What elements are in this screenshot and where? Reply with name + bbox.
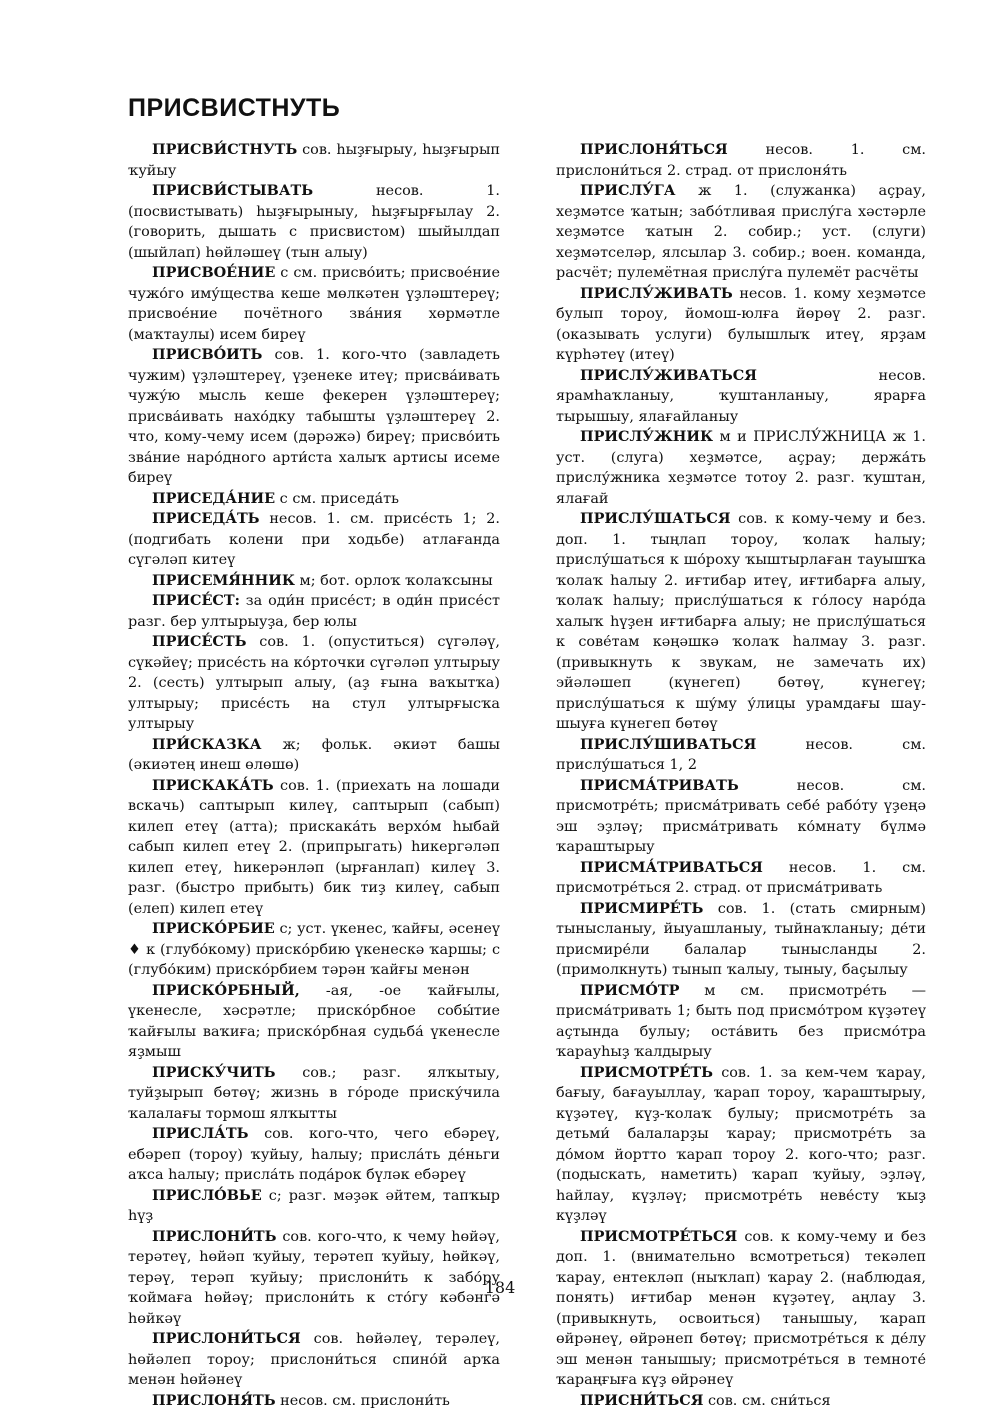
entry-definition: сов. һөйәлеү, терәлеү, һөйәлеп тороу; прислони́ться спино́й арҡа менән һөйәнеү <box>128 1331 500 1388</box>
dictionary-entry <box>128 1186 500 1227</box>
entry-definition: м см. присмотре́ть — присма́тривать 1; быть под присмо́тром күҙәтеү аҫтында булыу; оста́вить без присмо́тра ҡарауһыҙ ҡалдырыу <box>556 982 926 1060</box>
entry-headword: ПРИСЛОНИ́ТЬСЯ <box>152 1330 301 1347</box>
entry-definition: несов. ярамһаҡланыу, ҡуштанланыу, ярарға тырышыу, ялағайланыу <box>556 367 926 425</box>
entry-headword: ПРИСВИ́СТЫВАТЬ <box>152 182 314 199</box>
entry-headword: ПРИСЕ́СТ: <box>152 592 240 609</box>
dictionary-entry <box>556 181 926 284</box>
entry-definition: несов. см. прислони́ть <box>275 1392 450 1409</box>
dictionary-entry <box>128 571 500 592</box>
entry-definition: сов. к кому-чему и без доп. 1. (внимательно всмотреться) текәлеп ҡарау, ентекләп (ныҡлап) ҡарау 2. (наблюдая, понять) иғтибар менән күҙәтеү, аңлау 3. (привыкнуть, освоиться) танышыу, ҡарап өйрәнеү, өйрәнеп бөтөү; присмотре́ться к де́лу эш менән танышыу; присмотре́ться в темноте́ ҡараңғыға күҙ өйрәнеү <box>556 1228 926 1388</box>
entry-headword: ПРИСЛУ́ГА <box>580 182 676 199</box>
entry-headword: ПРИСКО́РБНЫЙ, <box>152 981 300 999</box>
dictionary-entry <box>128 1391 500 1412</box>
entry-headword: ПРИСМОТРЕ́ТЬСЯ <box>580 1227 738 1245</box>
dictionary-entry <box>128 981 500 1063</box>
entry-headword: ПРИСЛО́ВЬЕ <box>152 1186 262 1204</box>
entry-definition: несов. см. прислу́шаться 1, 2 <box>556 736 926 773</box>
dictionary-entry <box>556 858 926 899</box>
entry-definition: -ая, -ое ҡайғылы, үкенесле, хәсрәтле; приско́рбное собы́тие ҡайғылы ваҡиға; приско́рбная судьба́ үкенесле яҙмыш <box>128 982 500 1060</box>
entry-definition: сов. 1. (опуститься) сүгәләү, сүкәйеү; присе́сть на ко́рточки сүгәләп ултырыу 2. (сесть) ултырып алыу, (аҙ ғына ваҡытҡа) ултырыу; присе́сть на стул ултырғысҡа ултырыу <box>128 634 500 732</box>
entry-headword: ПРИСЛА́ТЬ <box>152 1125 249 1142</box>
entry-headword: ПРИСЛУ́ЖНИК <box>580 428 714 445</box>
entry-headword: ПРИСЛУ́ЖИВАТЬСЯ <box>580 366 757 384</box>
entry-headword: ПРИСЛОНИ́ТЬ <box>152 1227 277 1245</box>
entry-definition: сов. 1. кого-что (завладеть чужим) үҙләштереү, үҙенеке итеү; присва́ивать чужу́ю мысль кеше фекерен үҙләштереү; присва́ивать нахо́дку табышты үҙләштереү 2. что, кому-чему исем (дәрәжә) биреү; присво́ить зва́ние наро́дного арти́ста халыҡ артисы исеме биреү <box>128 347 500 486</box>
dictionary-entry <box>128 919 500 981</box>
entry-headword: ПРИСНИ́ТЬСЯ <box>580 1391 704 1409</box>
dictionary-entry <box>556 735 926 776</box>
entry-definition: несов. 1. см. присмотре́ться 2. страд. от присма́тривать <box>556 859 926 896</box>
entry-definition: сов. кого-что, чего ебәреү, ебәреп (тороу) ҡуйыу, һалыу; присла́ть де́ньги аҡса һалыу; присла́ть пода́рок бүләк ебәреү <box>128 1126 500 1183</box>
entry-headword: ПРИСЛУ́ШИВАТЬСЯ <box>580 735 757 753</box>
entry-headword: ПРИСЕ́СТЬ <box>152 633 247 650</box>
entry-definition: сов. кого-что, к чему һөйәү, терәтеү, һөйәп ҡуйыу, терәтеп ҡуйыу, һөйкәү, терәү, терәп ҡуйыу; прислони́ть к забо́ру ҡоймаға һөйәү; прислони́ть к сто́гу кәбәнгә һөйкәү <box>128 1228 500 1327</box>
left-column <box>128 140 500 1411</box>
dictionary-entry <box>556 1227 926 1391</box>
dictionary-entry <box>556 1063 926 1227</box>
entry-headword: ПРИСМА́ТРИВАТЬ <box>580 776 739 794</box>
dictionary-entry <box>556 776 926 858</box>
entry-headword: ПРИСЛОНЯ́ТЬСЯ <box>580 141 728 158</box>
dictionary-entry <box>556 1391 926 1412</box>
dictionary-entry <box>128 776 500 920</box>
entry-definition: несов. 1. см. присе́сть 1; 2. (подгибать колени при ходьбе) атлағанда сүгәләп китеү <box>128 511 500 568</box>
dictionary-entry <box>128 1063 500 1125</box>
entry-definition: сов. см. сни́ться <box>703 1392 831 1409</box>
dictionary-entry <box>128 1124 500 1186</box>
entry-headword: ПРИСЛУ́ЖИВАТЬ <box>580 284 733 302</box>
entry-definition: сов.; разг. ялҡытыу, туйҙырып бөтөү; жизнь в го́роде приску́чила ҡалалағы тормош ялҡытты <box>128 1064 500 1122</box>
entry-definition: сов. һыҙғырыу, һыҙғырып ҡуйыу <box>128 142 500 179</box>
entry-headword: ПРИСКУ́ЧИТЬ <box>152 1063 276 1081</box>
entry-headword: ПРИСЕДА́НИЕ <box>152 489 276 507</box>
entry-headword: ПРИСМИРЕ́ТЬ <box>580 899 704 917</box>
dictionary-entry <box>128 591 500 632</box>
dictionary-entry <box>556 427 926 509</box>
entry-definition: с см. присво́ить; присвое́ние чужо́го иму́щества кеше мөлкәтен үҙләштереү; присвое́ние почётного зва́ния хөрмәтле (маҡтаулы) исем биреү <box>128 265 500 343</box>
page-number: 184 <box>484 1278 516 1297</box>
page-header: ПРИСВИСТНУТЬ <box>128 94 341 122</box>
right-column <box>556 140 926 1411</box>
dictionary-entry <box>556 140 926 181</box>
dictionary-entry <box>556 899 926 981</box>
entry-headword: ПРИСКАКА́ТЬ <box>152 776 274 794</box>
entry-definition: сов. 1. за кем-чем ҡарау, бағыу, бағауыллау, ҡарап тороу, ҡараштырыу, күҙәтеү, күҙ-ҡолаҡ булыу; присмотре́ть за детьми́ балаларҙы ҡарау; присмотре́ть за до́мом йортто ҡарап тороу 2. кого-что; разг. (подыскать, наметить) ҡарап ҡуйыу, эҙләү, һайлау, күҙләү; присмотре́ть неве́сту ҡыҙ күҙләү <box>556 1064 926 1224</box>
dictionary-entry <box>128 345 500 489</box>
entry-definition: с см. приседа́ть <box>275 490 399 507</box>
dictionary-entry <box>128 632 500 735</box>
entry-headword: ПРИСЛОНЯ́ТЬ <box>152 1391 276 1409</box>
dictionary-entry <box>128 489 500 510</box>
entry-definition: м и ПРИСЛУ́ЖНИЦА ж 1. уст. (слуга) хеҙмәтсе, аҫрау; держа́ть прислу́жника хеҙмәтсе тотоу 2. разг. ҡуштан, ялағай <box>556 429 926 507</box>
entry-definition: сов. к кому-чему и без. доп. 1. тыңлап тороу, ҡолаҡ һалыу; прислу́шаться к шо́роху ҡыштырлаған тауышҡа ҡолаҡ һалыу 2. иғтибар итеү, иғтибарға алыу, ҡолаҡ һалыу; прислу́шаться к го́лосу наро́да халыҡ һүҙен иғтибарға алыу; не прислу́шаться к сове́там кәңәшкә ҡолаҡ һалмау 3. разг. (привыкнуть к звукам, не замечать их) эйәләшеп (күнегеп) бөтөү, күнегеү; прислу́шаться к шу́му у́лицы урамдағы шау-шыуға күнегеп бөтөү <box>556 511 926 732</box>
entry-definition: за оди́н присе́ст; в оди́н присе́ст разг. бер ултырыуҙа, бер юлы <box>128 593 500 630</box>
entry-definition: сов. 1. (приехать на лошади вскачь) саптырып килеү, саптырып (сабып) килеп етеү (атта); прискака́ть верхо́м һыбай сабып килеп етеү 2. (припрыгать) һикергәләп килеп етеү, һикерәнләп (ырғанлап) килеү 3. разг. (быстро прибыть) бик тиҙ килеү, сабып (елеп) килеп етеү <box>128 777 500 917</box>
entry-definition: ж; фольк. әкиәт башы (әкиәтең инеш өлөшө) <box>128 736 500 773</box>
entry-definition: м; бот. орлоҡ ҡолаҡсыны <box>294 572 493 589</box>
dictionary-entry <box>128 735 500 776</box>
entry-definition: ж 1. (служанка) аҫрау, хеҙмәтсе ҡатын; забо́тливая прислу́га хәстәрле хеҙмәтсе ҡатын 2. собир.; уст. (слуги) хеҙмәтселәр, ялсылар 3. собир.; воен. команда, расчёт; пулемётная прислу́га пулемёт расчёты <box>556 183 926 281</box>
entry-headword: ПРИСВОЕ́НИЕ <box>152 264 276 281</box>
dictionary-entry <box>556 981 926 1063</box>
entry-headword: ПРИСКО́РБИЕ <box>152 920 275 937</box>
entry-definition: сов. 1. (стать смирным) тынысланыу, йыуашланыу, тыйнаҡланыу; де́ти присмире́ли балалар тынысланды 2. (примолкнуть) тынып ҡалыу, тыныу, баҫылыу <box>556 900 926 978</box>
entry-headword: ПРИСЕМЯ́ННИК <box>152 571 295 589</box>
dictionary-entry <box>556 284 926 366</box>
entry-definition: несов. 1. см. прислони́ться 2. страд. от прислоня́ть <box>556 142 926 179</box>
dictionary-entry <box>128 181 500 263</box>
entry-headword: ПРИСМОТРЕ́ТЬ <box>580 1063 714 1081</box>
dictionary-entry <box>556 509 926 735</box>
entry-headword: ПРИСЛУ́ШАТЬСЯ <box>580 510 731 527</box>
entry-headword: ПРИСЕДА́ТЬ <box>152 510 260 527</box>
entry-definition: с; разг. мәҙәк әйтем, тапҡыр һүҙ <box>128 1187 500 1224</box>
entry-headword: ПРИ́СКАЗКА <box>152 735 262 753</box>
entry-headword: ПРИСВИ́СТНУТЬ <box>152 141 298 158</box>
entry-definition: несов. 1. (посвистывать) һыҙғырыныу, һыҙғырғылау 2. (говорить, дышать с присвистом) шыйылдап (шыйлап) һөйләшеү (тын алыу) <box>128 183 500 261</box>
entry-headword: ПРИСМО́ТР <box>580 981 680 999</box>
entry-headword: ПРИСВО́ИТЬ <box>152 346 263 363</box>
dictionary-entry <box>128 140 500 181</box>
entry-headword: ПРИСМА́ТРИВАТЬСЯ <box>580 858 763 876</box>
dictionary-entry <box>556 366 926 428</box>
dictionary-entry <box>128 509 500 571</box>
entry-definition: несов. см. присмотре́ть; присма́тривать себе́ рабо́ту үҙеңә эш эҙләү; присма́тривать ко́мнату бүлмә ҡараштырыу <box>556 777 926 855</box>
entry-definition: несов. 1. кому хеҙмәтсе булып тороу, йомош-юлға йөрөү 2. разг. (оказывать услуги) булышлыҡ итеү, ярҙам күрһәтеү (итеү) <box>556 285 926 363</box>
dictionary-entry <box>128 1329 500 1391</box>
entry-definition: с; уст. үкенес, ҡайғы, әсенеү ♦ к (глубо́кому) приско́рбию үкенескә ҡаршы; с (глубо́ким) приско́рбием тәрән ҡайғы менән <box>128 921 500 978</box>
dictionary-entry <box>128 263 500 345</box>
